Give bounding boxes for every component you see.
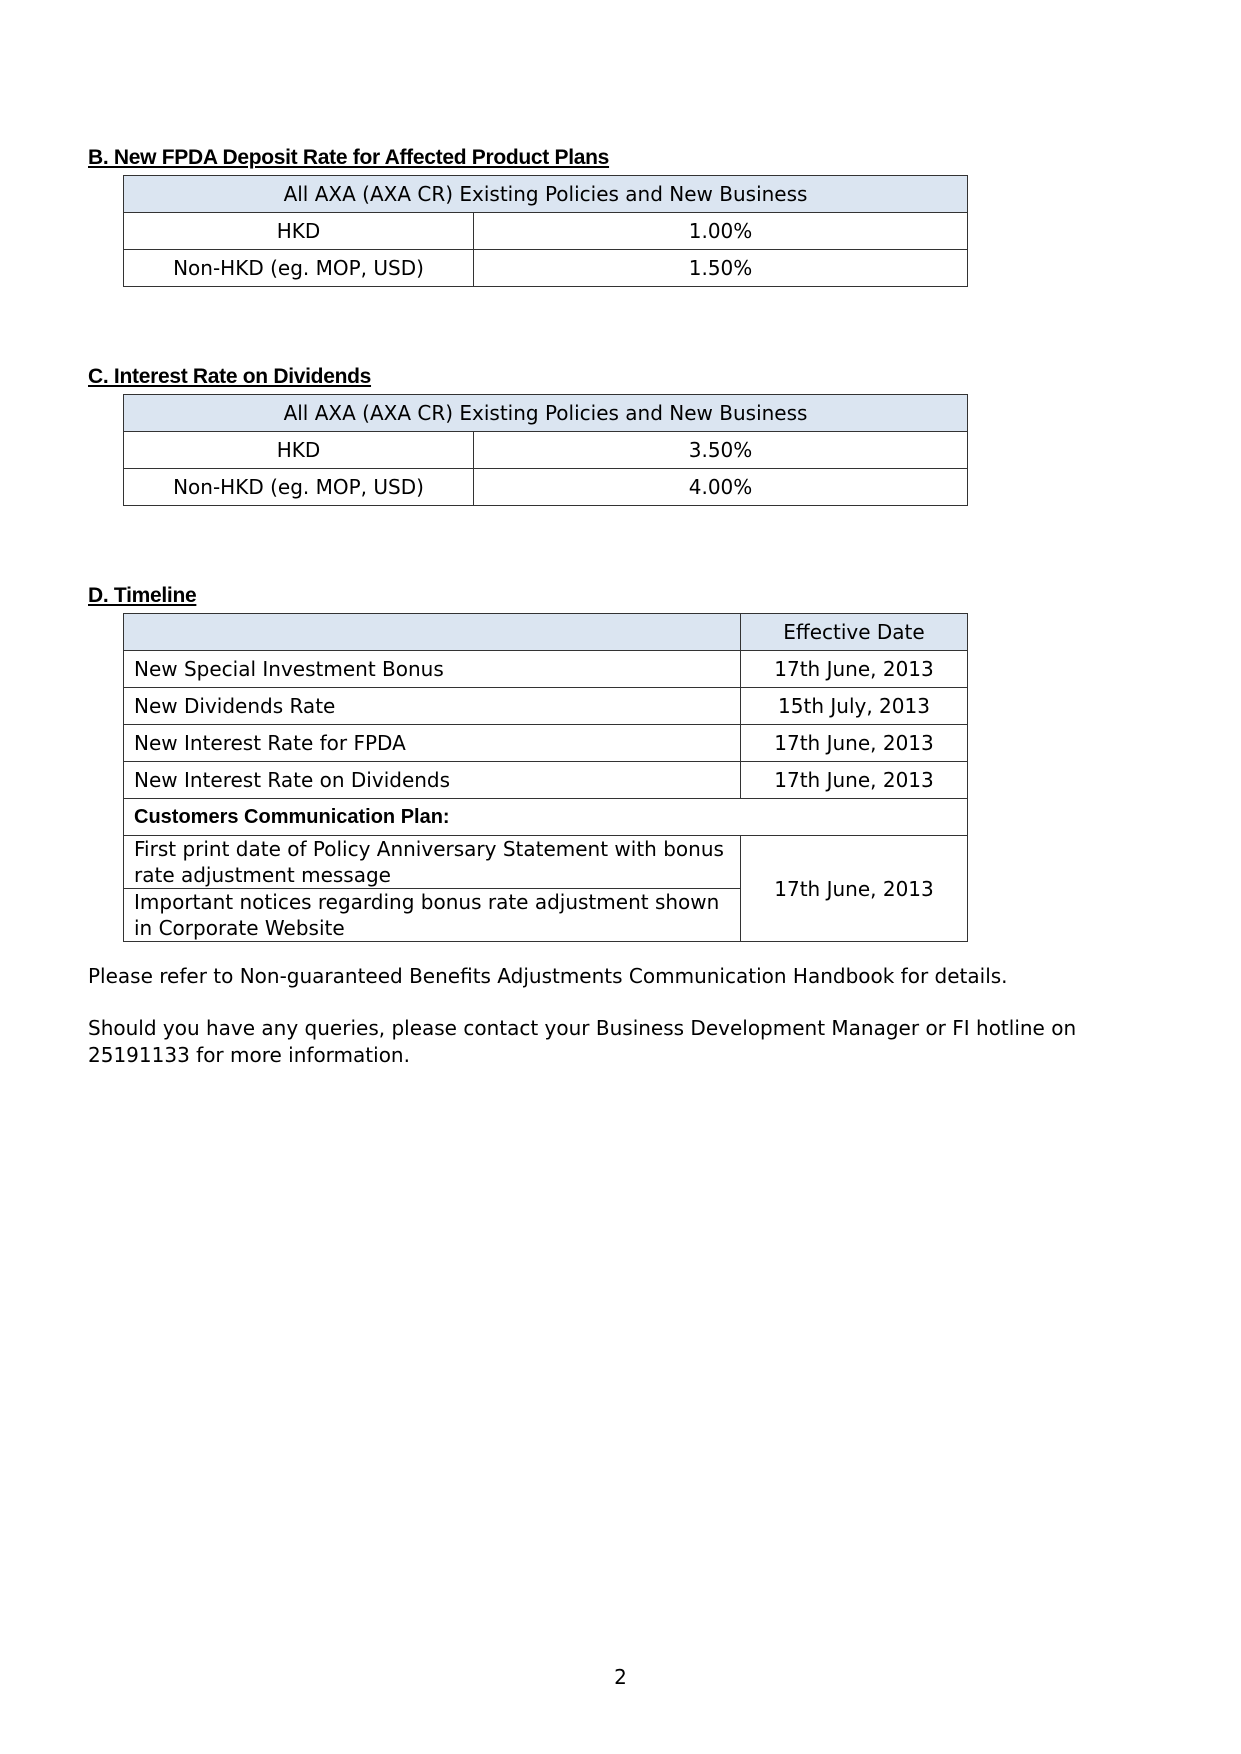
- currency-label: Non-HKD (eg. MOP, USD): [124, 250, 474, 287]
- table-row: [124, 725, 968, 762]
- effective-date: 17th June, 2013: [741, 725, 968, 762]
- timeline-item: New Interest Rate on Dividends: [124, 762, 741, 799]
- table-row: [124, 250, 968, 287]
- communication-item: Important notices regarding bonus rate adjustment shown in Corporate Website: [124, 889, 741, 942]
- currency-label: HKD: [124, 432, 474, 469]
- timeline-item: New Interest Rate for FPDA: [124, 725, 741, 762]
- handbook-note: Please refer to Non-guaranteed Benefits Adjustments Communication Handbook for details.: [88, 964, 1008, 988]
- fpda-deposit-rate-table: [123, 175, 968, 287]
- page-number: 2: [614, 1665, 627, 1689]
- timeline-header-blank: [124, 614, 741, 651]
- table-row: [124, 799, 968, 836]
- table-header: All AXA (AXA CR) Existing Policies and New Business: [124, 176, 968, 213]
- effective-date: 17th June, 2013: [741, 651, 968, 688]
- timeline-table: [123, 613, 968, 942]
- currency-label: HKD: [124, 213, 474, 250]
- timeline-item: New Dividends Rate: [124, 688, 741, 725]
- table-row: [124, 213, 968, 250]
- table-row: [124, 432, 968, 469]
- dividend-interest-rate-table: [123, 394, 968, 506]
- rate-value: 3.50%: [474, 432, 968, 469]
- communication-item: First print date of Policy Anniversary Statement with bonus rate adjustment message: [124, 836, 741, 889]
- effective-date: 15th July, 2013: [741, 688, 968, 725]
- rate-value: 1.50%: [474, 250, 968, 287]
- timeline-item: New Special Investment Bonus: [124, 651, 741, 688]
- effective-date: 17th June, 2013: [741, 762, 968, 799]
- communication-date: 17th June, 2013: [741, 836, 968, 942]
- table-row: [124, 762, 968, 799]
- table-row: [124, 469, 968, 506]
- rate-value: 4.00%: [474, 469, 968, 506]
- rate-value: 1.00%: [474, 213, 968, 250]
- section-d-heading: D. Timeline: [88, 584, 197, 607]
- section-c-heading: C. Interest Rate on Dividends: [88, 365, 372, 388]
- effective-date-header: Effective Date: [741, 614, 968, 651]
- contact-note: Should you have any queries, please contact your Business Development Manager or FI hotline on 25191133 for more information.: [88, 1016, 1077, 1067]
- table-row: [124, 651, 968, 688]
- communication-plan-label: Customers Communication Plan:: [124, 799, 968, 836]
- table-header: All AXA (AXA CR) Existing Policies and New Business: [124, 395, 968, 432]
- table-row: [124, 688, 968, 725]
- currency-label: Non-HKD (eg. MOP, USD): [124, 469, 474, 506]
- table-row: [124, 836, 968, 889]
- section-b-heading: B. New FPDA Deposit Rate for Affected Product Plans: [88, 146, 610, 169]
